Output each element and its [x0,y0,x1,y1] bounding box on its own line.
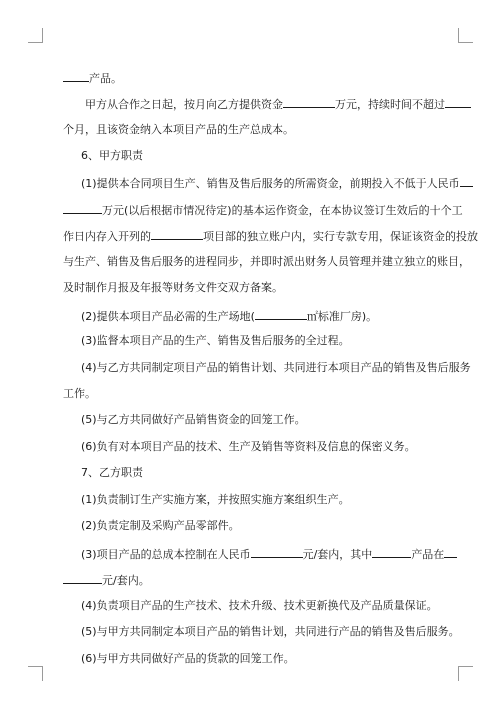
paragraph-line [63,96,461,112]
text-run: (6)与甲方共同做好产品的货款的回笼工作。 [81,652,295,665]
text-run: 6、甲方职责 [81,149,143,162]
paragraph-line [63,413,457,427]
text-run: 项目部的独立账户内，实行专款专用，保证该资金的投放 [203,230,478,243]
blank-field [445,96,471,108]
crop-mark-bottom-right [458,666,473,681]
paragraph-line [63,123,439,137]
paragraph-line [63,599,457,613]
paragraph-line [63,281,439,295]
blank-field [444,546,457,558]
text-run: (1)提供本合同项目生产、销售及售后服务的所需资金，前期投入不低于人民币 [81,177,460,190]
text-run: 产品。 [89,72,122,85]
paragraph-line [63,255,470,269]
paragraph-line [63,387,439,401]
text-run: 甲方从合作之日起，按月向乙方提供资金 [85,98,283,111]
text-run: 个月，且该资金纳入本项目产品的生产总成本。 [63,123,294,136]
blank-field [283,96,335,108]
blank-field [460,175,473,187]
paragraph-line [63,625,460,639]
text-run: (3)监督本项目产品的生产、销售及售后服务的全过程。 [81,334,350,347]
text-run: 与生产、销售及售后服务的进程同步，并即时派出财务人员管理并建立独立的账目， [63,255,470,268]
paragraph-line [63,572,439,588]
text-run: 作日内存入开列的 [63,230,151,243]
paragraph-line [63,519,457,533]
paragraph-line [63,228,478,244]
text-run: (4)负责项目产品的生产技术、技术升级、技术更新换代及产品质量保证。 [81,599,438,612]
paragraph-line [63,546,457,562]
text-run: 产品在 [411,548,445,561]
section-heading [63,149,457,163]
blank-field [151,228,203,240]
paragraph-line [63,440,457,454]
text-run: (4)与乙方共同制定项目产品的销售计划、共同进行本项目产品的销售及售后服务 [81,361,471,374]
text-run: 元/套内。 [102,574,150,587]
paragraph-line [63,202,463,218]
blank-field [251,546,303,558]
text-run: 万元，持续时间不超过 [335,98,445,111]
text-run: ㎡标准厂房)。 [306,310,378,323]
paragraph-line [63,175,460,191]
blank-field [372,546,411,558]
text-run: (3)项目产品的总成本控制在人民币 [81,548,251,561]
text-run: (2)提供本项目产品必需的生产场地( [81,310,255,323]
crop-mark-bottom-left [28,666,43,681]
text-run: (6)负有对本项目产品的技术、生产及销售等资料及信息的保密义务。 [81,440,416,453]
paragraph-line [63,308,457,324]
text-run: 7、乙方职责 [81,466,143,479]
text-run: 工作。 [63,387,96,400]
text-run: (5)与甲方共同制定本项目产品的销售计划，共同进行产品的销售及售后服务。 [81,625,460,638]
paragraph-line [63,361,471,375]
text-run: (1)负责制订生产实施方案，并按照实施方案组织生产。 [81,493,350,506]
blank-field [63,70,89,82]
section-heading [63,466,457,480]
blank-field [255,308,307,320]
paragraph-line [63,493,457,507]
blank-field [63,202,102,214]
text-run: 及时制作月报及年报等财务文件交双方备案。 [63,281,283,294]
text-run: (2)负责定制及采购产品零部件。 [81,519,240,532]
crop-mark-top-right [458,28,473,43]
paragraph-line [63,70,439,86]
paragraph-line [63,652,457,666]
crop-mark-top-left [28,28,43,43]
paragraph-line [63,334,457,348]
blank-field [63,572,102,584]
text-run: (5)与乙方共同做好产品销售资金的回笼工作。 [81,413,306,426]
text-run: 元/套内，其中 [302,548,373,561]
text-run: 万元(以后根据市情况待定)的基本运作资金，在本协议签订生效后的十个工 [102,204,463,217]
